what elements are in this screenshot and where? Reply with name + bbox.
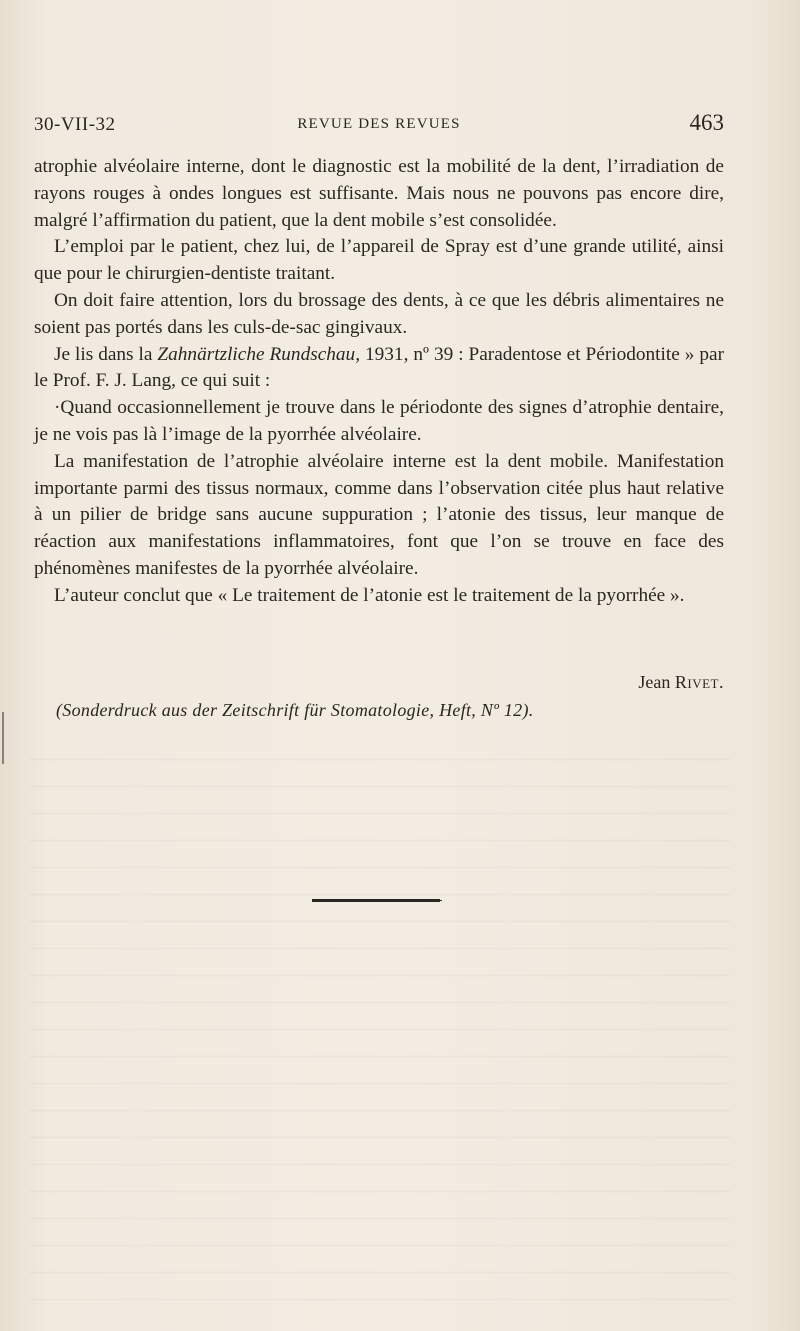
signature-first-name: Jean [638,672,671,692]
journal-title: Zahnärtzliche Rundschau, [157,343,361,365]
margin-mark [2,712,4,764]
running-title: REVUE DES REVUES [297,116,461,132]
author-signature [638,672,724,693]
paragraph-continuation: atrophie alvéolaire interne, dont le diagnostic est la mobilité de la dent, l’irradiation de rayons rouges à ondes longues est suffisante. Mais nous ne pouvons pas encore dire, malgré l’affirmation du patient, que la dent mobile s’est consolidée. [34,156,724,231]
section-end-rule-tail [430,900,442,901]
page-number: 463 [689,110,724,135]
quoted-paragraph-manifestation: La manifestation de l’atrophie alvéolaire interne est la dent mobile. Manifestation importante parmi des tissus normaux, comme dans l’observation citée plus haut relative à un pilier de bridge sans aucune suppuration ; l’atonie des tissus, leur manque de réaction aux manifestations inflammatoires, font que l’on se trouve en face des phénomènes manifestes de la pyorrhée alvéolaire. [34,450,724,579]
citation-after: 1931, nº 39 : Paradentose et Périodontite » par le Prof. F. J. Lang, ce qui suit : [34,343,724,392]
article-body [34,154,724,610]
paragraph-conclusion: L’auteur conclut que « Le traitement de l’atonie est le traitement de la pyorrhée ». [54,584,685,606]
paragraph-citation [34,342,724,396]
citation-before: Je lis dans la [54,343,158,365]
paragraph-spray: L’emploi par le patient, chez lui, de l’appareil de Spray est d’une grande utilité, ainsi que pour le chirurgien-dentiste traitant. [34,236,724,285]
bleed-through-shadow [30,745,730,1305]
quoted-paragraph-atrophie: ·Quand occasionnellement je trouve dans le périodonte des signes d’atrophie dentaire, je ne vois pas là l’image de la pyorrhée alvéolaire. [34,397,724,445]
paragraph-brossage: On doit faire attention, lors du brossage des dents, à ce que les débris alimentaires ne soient pas portés dans les culs-de-sac gingivaux. [34,289,724,338]
page-header [34,110,724,140]
signature-last-name: Rivet. [674,672,724,692]
section-end-rule [312,899,440,902]
header-date: 30-VII-32 [34,114,116,135]
source-reference: (Sonderdruck aus der Zeitschrift für Stomatologie, Heft, Nº 12). [56,700,534,720]
